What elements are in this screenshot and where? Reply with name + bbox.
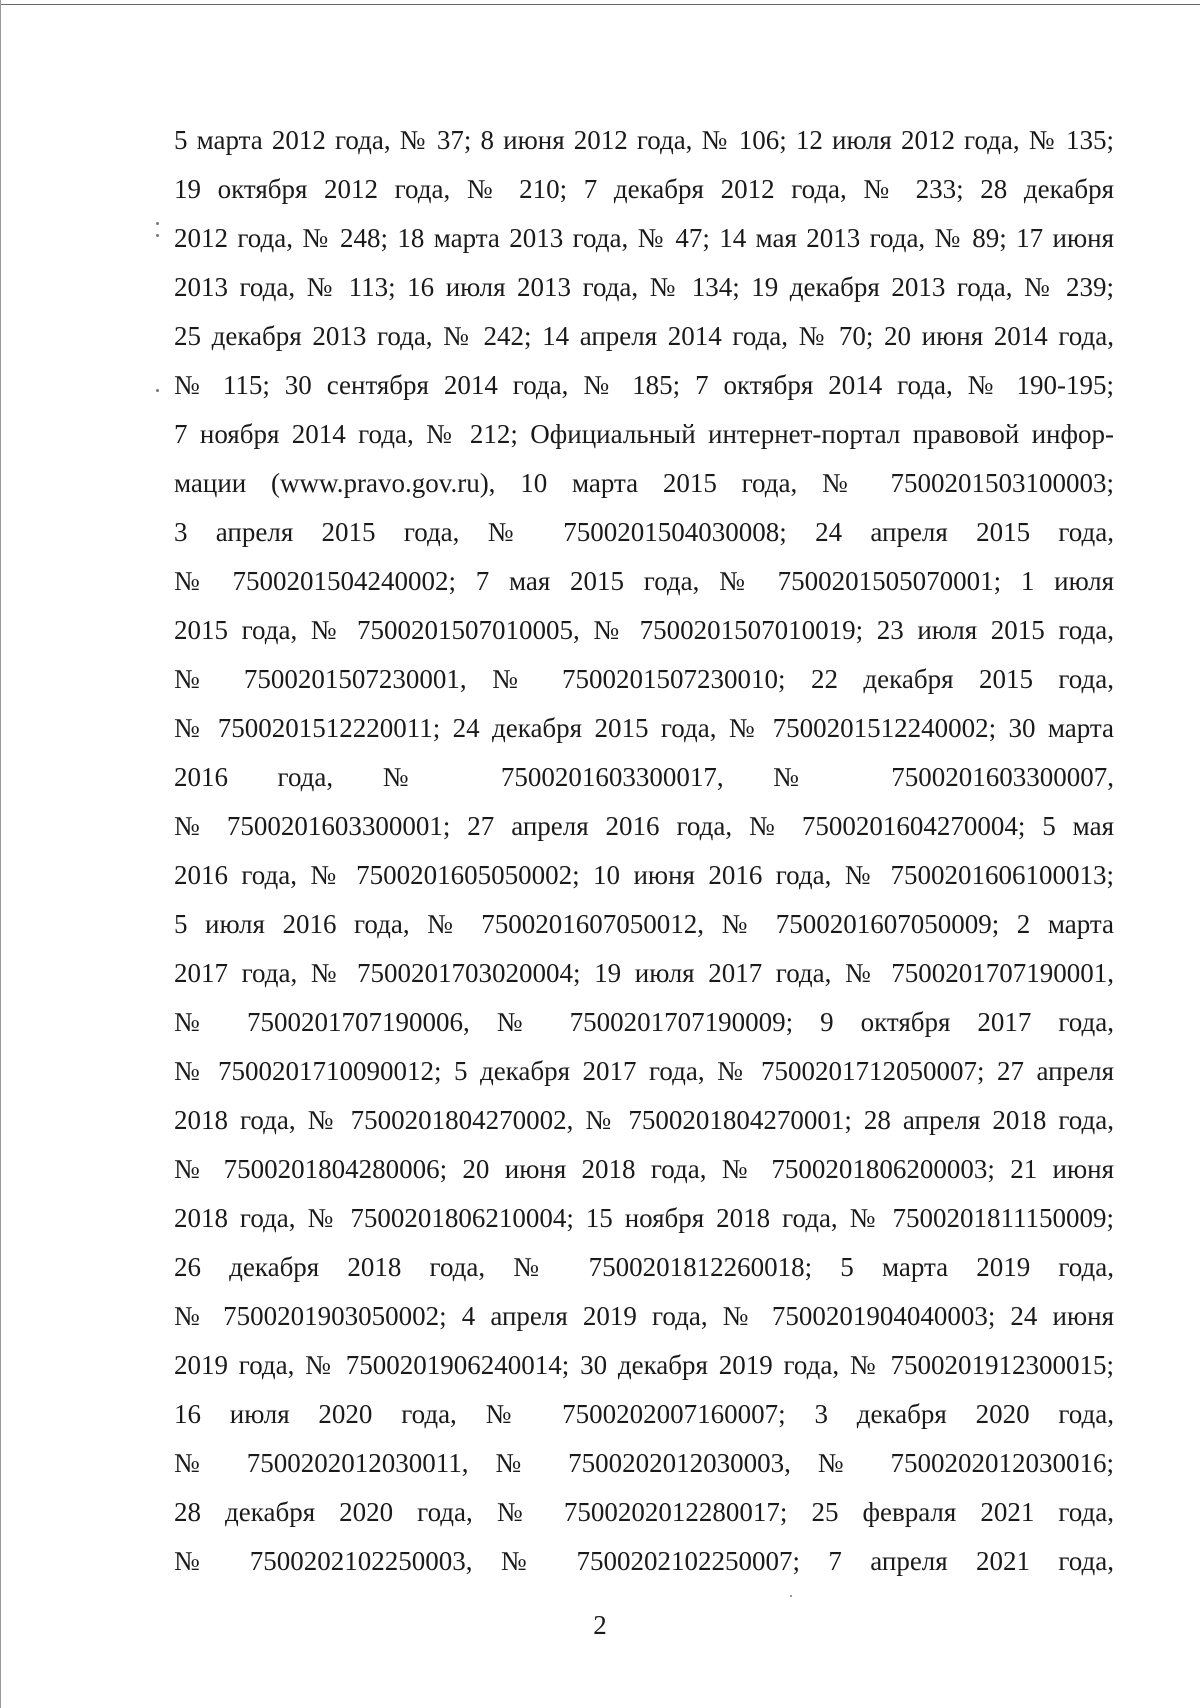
text-line: 2012 года, № 248; 18 марта 2013 года, № 47; 14 мая 2013 года, № 89; 17 июня xyxy=(174,223,1114,253)
text-line: № 7500201603300001; 27 апреля 2016 года, № 7500201604270004; 5 мая xyxy=(174,811,1114,841)
text-line: № 7500201710090012; 5 декабря 2017 года, № 7500201712050007; 27 апреля xyxy=(174,1056,1114,1086)
scan-speck xyxy=(156,222,159,225)
text-line: № 7500201512220011; 24 декабря 2015 года, № 7500201512240002; 30 марта xyxy=(174,713,1114,743)
text-line: 2018 года, № 7500201806210004; 15 ноября 2018 года, № 7500201811150009; xyxy=(174,1203,1114,1233)
page-number: 2 xyxy=(593,1610,607,1640)
text-line: № 7500201504240002; 7 мая 2015 года, № 7500201505070001; 1 июля xyxy=(174,566,1114,596)
scan-speck xyxy=(156,389,159,392)
text-line: 2017 года, № 7500201703020004; 19 июля 2017 года, № 7500201707190001, xyxy=(174,958,1114,988)
text-line: № 7500202012030011, № 7500202012030003, № 7500202012030016; xyxy=(174,1448,1114,1478)
text-line: № 7500201804280006; 20 июня 2018 года, № 7500201806200003; 21 июня xyxy=(174,1154,1114,1184)
text-line: 2016 года, № 7500201605050002; 10 июня 2016 года, № 7500201606100013; xyxy=(174,860,1114,890)
text-line: 5 июля 2016 года, № 7500201607050012, № 7500201607050009; 2 марта xyxy=(174,909,1114,939)
text-line: 28 декабря 2020 года, № 7500202012280017; 25 февраля 2021 года, xyxy=(174,1497,1114,1527)
document-body xyxy=(174,116,1114,1586)
text-line: 19 октября 2012 года, № 210; 7 декабря 2012 года, № 233; 28 декабря xyxy=(174,174,1114,204)
text-line: № 7500201507230001, № 7500201507230010; 22 декабря 2015 года, xyxy=(174,664,1114,694)
scan-edge-left xyxy=(0,0,1,1708)
scan-speck xyxy=(790,1595,792,1597)
scan-speck xyxy=(156,234,159,237)
text-line: № 115; 30 сентября 2014 года, № 185; 7 октября 2014 года, № 190-195; xyxy=(174,370,1114,400)
text-line: № 7500201903050002; 4 апреля 2019 года, № 7500201904040003; 24 июня xyxy=(174,1301,1114,1331)
text-line: 26 декабря 2018 года, № 7500201812260018; 5 марта 2019 года, xyxy=(174,1252,1114,1282)
text-line: 3 апреля 2015 года, № 7500201504030008; 24 апреля 2015 года, xyxy=(174,517,1114,547)
text-line: 5 марта 2012 года, № 37; 8 июня 2012 года, № 106; 12 июля 2012 года, № 135; xyxy=(174,125,1114,155)
text-line: № 7500202102250003, № 7500202102250007; 7 апреля 2021 года, xyxy=(174,1546,1114,1576)
text-line: 2019 года, № 7500201906240014; 30 декабря 2019 года, № 7500201912300015; xyxy=(174,1350,1114,1380)
text-line: 2013 года, № 113; 16 июля 2013 года, № 134; 19 декабря 2013 года, № 239; xyxy=(174,272,1114,302)
text-line: мации (www.pravo.gov.ru), 10 марта 2015 года, № 7500201503100003; xyxy=(174,468,1114,498)
text-line: 25 декабря 2013 года, № 242; 14 апреля 2014 года, № 70; 20 июня 2014 года, xyxy=(174,321,1114,351)
text-line: № 7500201707190006, № 7500201707190009; 9 октября 2017 года, xyxy=(174,1007,1114,1037)
scan-edge-top xyxy=(0,4,1200,5)
text-line: 16 июля 2020 года, № 7500202007160007; 3 декабря 2020 года, xyxy=(174,1399,1114,1429)
text-line: 2015 года, № 7500201507010005, № 7500201507010019; 23 июля 2015 года, xyxy=(174,615,1114,645)
text-line: 2018 года, № 7500201804270002, № 7500201804270001; 28 апреля 2018 года, xyxy=(174,1105,1114,1135)
text-line: 2016 года, № 7500201603300017, № 7500201603300007, xyxy=(174,762,1114,792)
text-line: 7 ноября 2014 года, № 212; Официальный интернет-портал правовой инфор- xyxy=(174,419,1114,449)
